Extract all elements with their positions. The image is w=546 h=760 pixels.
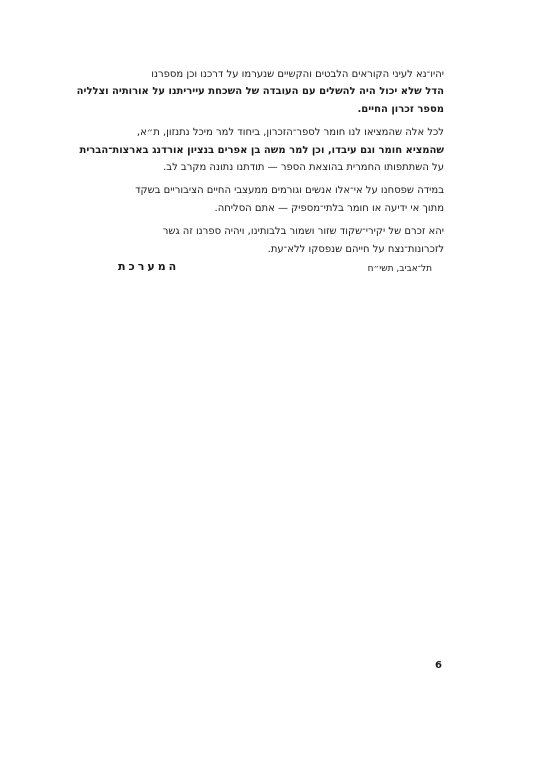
paragraph-2 <box>79 124 444 176</box>
editorial-signature: המערכת <box>118 260 180 273</box>
paragraph-4-line-1: יהא זכרם של יקירי־שקוד שזור ושמור בלבותינו, ויהיה ספרנו זה גשר <box>162 226 444 238</box>
paragraph-3 <box>104 182 444 217</box>
body-text <box>76 66 444 258</box>
paragraph-4 <box>104 223 444 258</box>
place-date: תל־אביב, תשי״ח <box>367 264 432 274</box>
paragraph-2-line-2: שהמציא חומר וגם עיבדו, וכן למר משה בן אפרים בנציון אורדנג בארצות־הברית <box>79 144 444 156</box>
paragraph-1-line-1: יהיו־נא לעיני הקוראים הלבטים והקשיים שנערמו על דרכנו וכן מספרנו <box>151 69 444 80</box>
paragraph-4-line-2: לזכרונות־נצח על חייהם שנפסקו ללא־עת. <box>267 243 444 255</box>
paragraph-1 <box>76 66 444 118</box>
paragraph-3-line-2: מתוך אי ידיעה או חומר בלתי־מספיק — אתם הסליחה. <box>214 202 444 214</box>
paragraph-2-line-3: על השתתפותו החמרית בהוצאת הספר — תודתנו נתונה מקרב לב. <box>163 162 444 174</box>
page-number: 6 <box>435 660 442 671</box>
signature-row <box>104 260 444 280</box>
paragraph-1-line-3: מספר זכרון החיים. <box>357 103 444 115</box>
paragraph-3-line-1: במידה שפסחנו על אי־אלו אנשים וגורמים ממעצבי החיים הציבוריים בשקד <box>135 185 444 197</box>
paragraph-2-line-1: לכל אלה שהמציאו לנו חומר לספר־הזכרון, ביחוד למר מיכל נתנזון, ת״א, <box>136 127 444 139</box>
paragraph-1-line-2: הדל שלא יכול היה להשלים עם העובדה של השכחת עייריתנו על אורותיה וצלליה <box>76 86 444 98</box>
